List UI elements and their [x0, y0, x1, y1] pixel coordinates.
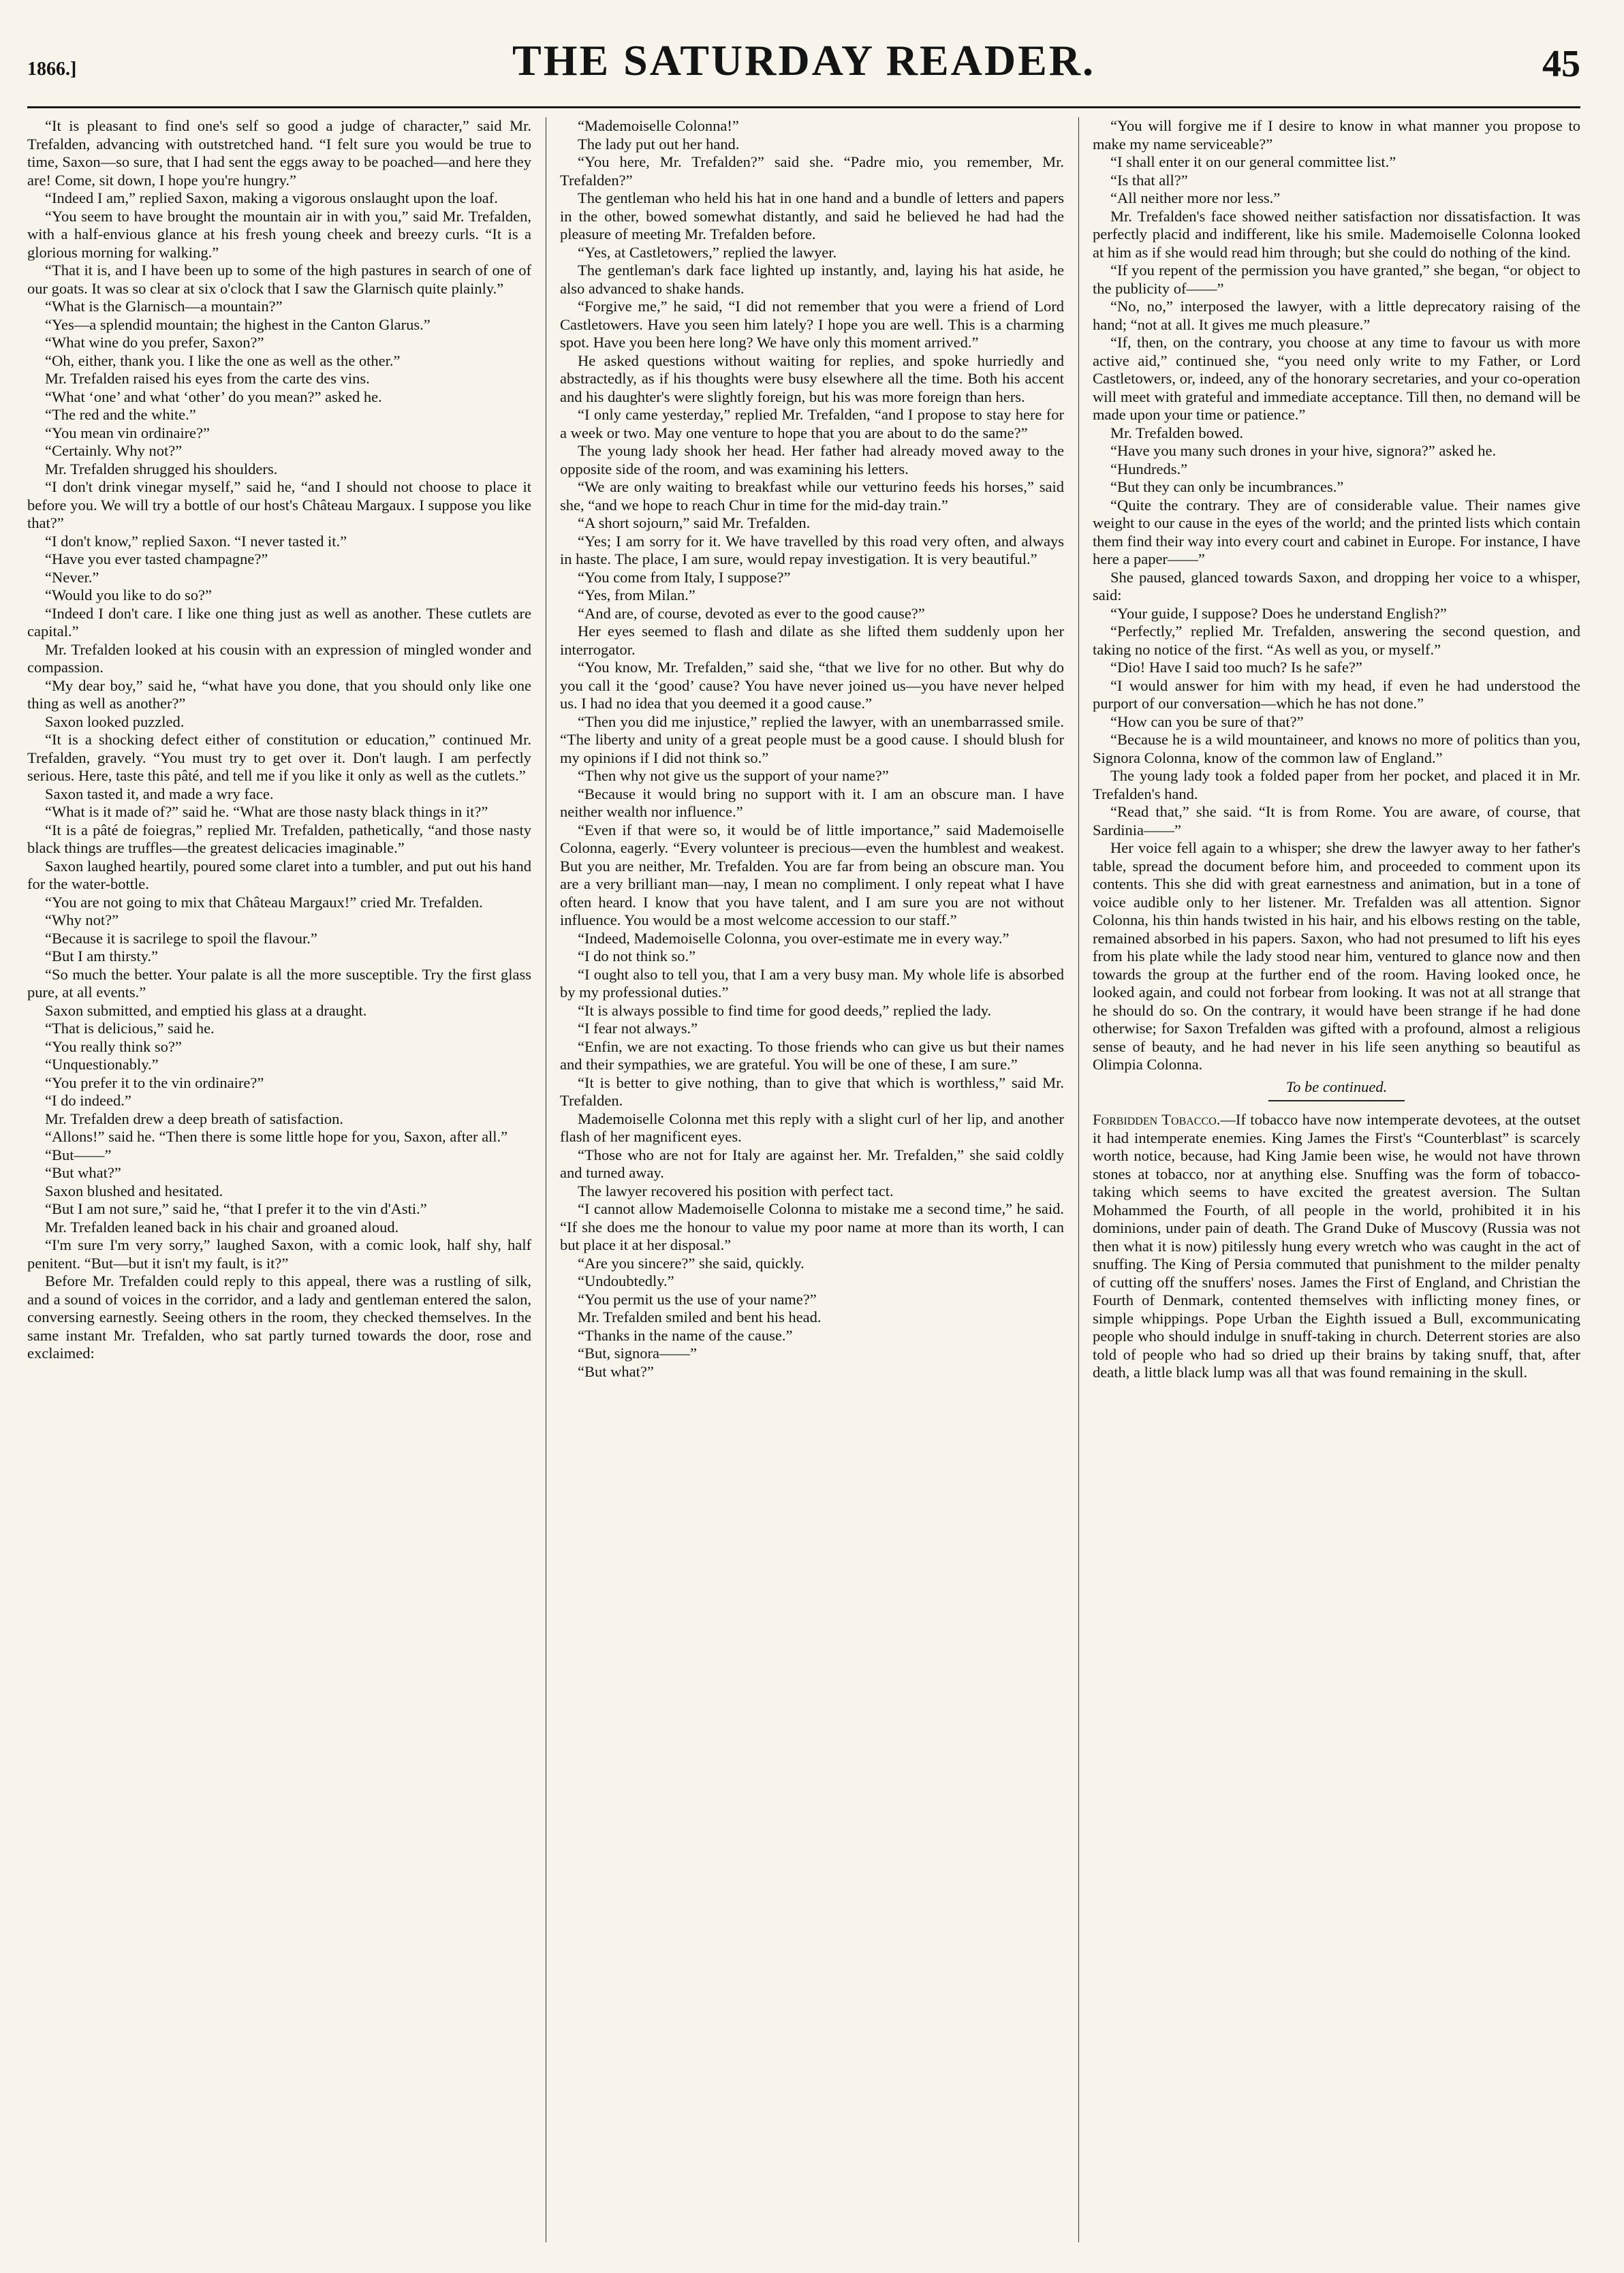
- paragraph: “Certainly. Why not?”: [45, 442, 183, 459]
- paragraph: “I don't know,” replied Saxon. “I never tasted it.”: [45, 532, 347, 550]
- paragraph: “You are not going to mix that Château Margaux!” cried Mr. Trefalden.: [45, 893, 483, 911]
- paragraph: “Even if that were so, it would be of little importance,” said Mademoiselle Colonna, eagerly. “Every volunteer is precious—even the humblest and weakest. But you are neither, Mr. Trefalden. You are far from being an obscure man. You are a very brilliant man—nay, I mean no compliment. I only repeat what I have often heard. I know that you have talent, and I am sure you are not without influence. You would be a most welcome accession to our staff.”: [560, 821, 1064, 928]
- paragraph: Mademoiselle Colonna met this reply with a slight curl of her lip, and another flash of her magnificent eyes.: [560, 1110, 1064, 1145]
- paragraph: “Yes, at Castletowers,” replied the lawyer.: [578, 243, 837, 261]
- paragraph: “But I am thirsty.”: [45, 947, 159, 965]
- paragraph: Mr. Trefalden raised his eyes from the carte des vins.: [45, 370, 370, 387]
- paragraph: “It is pleasant to find one's self so good a judge of character,” said Mr. Trefalden, advancing with outstretched hand. “I felt sure you would be true to time, Saxon—so sure, that I had sent the eggs away to be poached—and here they are! Come, sit down, I hope you're hungry.”: [27, 117, 531, 189]
- paragraph: “Perfectly,” replied Mr. Trefalden, answering the second question, and taking no notice of the first. “As well as you, or myself.”: [1093, 623, 1580, 658]
- paragraph: “Then why not give us the support of your name?”: [578, 767, 889, 784]
- paragraph: “You really think so?”: [45, 1037, 182, 1055]
- paragraph: “If, then, on the contrary, you choose at any time to favour us with more active aid,” continued she, “you need only write to my Father, or Lord Castletowers, or, indeed, any of the honorary secretaries, and your co-operation will meet with grateful and immediate acceptance. Till then, no demand will be made upon your time or patience.”: [1093, 334, 1580, 423]
- paragraph: “Read that,” she said. “It is from Rome. You are aware, of course, that Sardinia——”: [1093, 803, 1580, 838]
- paragraph: The gentleman who held his hat in one hand and a bundle of letters and papers in the other, bowed somewhat distantly, and said he believed he had had the pleasure of meeting Mr. Trefalden before.: [560, 189, 1064, 242]
- paragraph: “Hundreds.”: [1110, 460, 1188, 477]
- paragraph: “I fear not always.”: [578, 1020, 698, 1037]
- paragraph: Her voice fell again to a whisper; she drew the lawyer away to her father's table, spread the document before him, and proceeded to comment upon its contents. This she did with great earnestness and animation, but in a tone of voice audible only to her listener. Mr. Trefalden was all attention. Signor Colonna, his thin hands twisted in his hair, and his elbows resting on the table, remained absorbed in his papers. Saxon, who had not presumed to lift his eyes from his plate while the lady stood near him, ventured to glance now and then towards the group at the further end of the room. Having looked once, he looked again, and could not forbear from looking. It was not at all strange that he should do so. On the contrary, it would have been strange if he had done otherwise; for Saxon Trefalden was gifted with a profound, almost a religious sense of beauty, and he had never in his life seen anything so beautiful as Olimpia Colonna.: [1093, 839, 1580, 1073]
- paragraph: “Yes, from Milan.”: [578, 586, 696, 603]
- paragraph: “But——”: [45, 1146, 112, 1163]
- paragraph: “Enfin, we are not exacting. To those friends who can give us but their names and their sympathies, we are grateful. You will be one of these, I am sure.”: [560, 1037, 1064, 1073]
- paragraph: “Yes—a splendid mountain; the highest in the Canton Glarus.”: [45, 315, 431, 333]
- paragraph: “You know, Mr. Trefalden,” said she, “that we live for no other. But why do you call it the ‘good’ cause? You have never joined us—you have never helped us. I had no idea that you deemed it a good cause.”: [560, 659, 1064, 712]
- column-3: [1093, 117, 1580, 2242]
- paragraph: Saxon laughed heartily, poured some claret into a tumbler, and put out his hand for the water-bottle.: [27, 857, 531, 892]
- paragraph: “Have you many such drones in your hive, signora?” asked he.: [1110, 442, 1497, 459]
- issue-year: 1866.]: [27, 59, 77, 80]
- paragraph: “Forgive me,” he said, “I did not remember that you were a friend of Lord Castletowers. Have you seen him lately? I hope you are well. This is a charming spot. Have you been here long? We have only this moment arrived.”: [560, 298, 1064, 351]
- paragraph: “What wine do you prefer, Saxon?”: [45, 334, 264, 351]
- article-forbidden-tobacco: [1093, 1111, 1580, 1382]
- paragraph: Saxon submitted, and emptied his glass at a draught.: [45, 1001, 367, 1019]
- paragraph: “Those who are not for Italy are against her. Mr. Trefalden,” she said coldly and turned away.: [560, 1146, 1064, 1181]
- paragraph: “Then you did me injustice,” replied the lawyer, with an unembarrassed smile. “The liberty and unity of a great people must be a good cause. I should blush for my opinions if I did not think so.”: [560, 712, 1064, 766]
- paragraph: “Oh, either, thank you. I like the one as well as the other.”: [45, 351, 401, 369]
- column-divider: [1078, 117, 1079, 2242]
- paragraph: He asked questions without waiting for replies, and spoke hurriedly and abstractedly, as if his thoughts were busy elsewhere all the time. Both his accent and his daughter's were slightly foreign, but his was more foreign than hers.: [560, 351, 1064, 405]
- paragraph: Saxon looked puzzled.: [45, 712, 185, 730]
- paragraph: “Would you like to do so?”: [45, 586, 213, 603]
- paragraph: “Because he is a wild mountaineer, and knows no more of politics than you, Signora Colonna, know of the common law of England.”: [1093, 731, 1580, 766]
- paragraph: “I do not think so.”: [578, 947, 696, 965]
- paragraph: Mr. Trefalden's face showed neither satisfaction nor dissatisfaction. It was perfectly placid and indifferent, like his smile. Mademoiselle Colonna looked at him as if she would read him through; but she could do nothing of the kind.: [1093, 207, 1580, 261]
- publication-title: THE SATURDAY READER.: [512, 36, 1095, 84]
- paragraph: “Thanks in the name of the cause.”: [578, 1326, 793, 1344]
- paragraph: “Are you sincere?” she said, quickly.: [578, 1254, 805, 1272]
- paragraph: “Indeed, Mademoiselle Colonna, you over-estimate me in every way.”: [578, 929, 1010, 947]
- paragraph: Mr. Trefalden shrugged his shoulders.: [45, 460, 278, 477]
- paragraph: Saxon blushed and hesitated.: [45, 1182, 223, 1200]
- paragraph: “I don't drink vinegar myself,” said he, “and I should not choose to place it before you. We will try a bottle of our host's Château Margaux. I suppose you like that?”: [27, 478, 531, 531]
- paragraph: “You prefer it to the vin ordinaire?”: [45, 1073, 264, 1091]
- paragraph: “I'm sure I'm very sorry,” laughed Saxon, with a comic look, half shy, half penitent. “But—but it isn't my fault, is it?”: [27, 1236, 531, 1272]
- paragraph: The lady put out her hand.: [578, 135, 740, 153]
- masthead: [27, 35, 1580, 101]
- paragraph: Mr. Trefalden leaned back in his chair and groaned aloud.: [45, 1218, 399, 1236]
- paragraph: “I shall enter it on our general committee list.”: [1110, 153, 1396, 170]
- paragraph: Mr. Trefalden smiled and bent his head.: [578, 1308, 822, 1326]
- article-body: —If tobacco have now intemperate devotees, at the outset it had intemperate enemies. King James the First's “Counterblast” is scarcely worth notice, because, had King Jamie been wise, he would not have thrown stones at tobacco, nor at anything else. Snuffing was the form of tobacco-taking which seems to have excited the greatest aversion. The Sultan Mohammed the Fourth, of all people in the world, prohibited it in his dominions, under pain of death. The Grand Duke of Muscovy (Russia was not then what it is now) pitilessly hung every wretch who was caught in the act of snuffing. The King of Persia commuted that punishment to the milder penalty of cutting off the snuffers' noses. James the First of England, and Christian the Fourth of Denmark, contented themselves with inflicting money fines, or simple whippings. Pope Urban the Eighth issued a Bull, excommunicating people who should indulge in snuff-taking in church. Deterrent stories are also told of people who had so dried up their brains by taking snuff, that, after death, a little black lump was all that was found remaining in the skull.: [1093, 1111, 1580, 1381]
- paragraph: Before Mr. Trefalden could reply to this appeal, there was a rustling of silk, and a sound of voices in the corridor, and a lady and gentleman entered the salon, conversing earnestly. Seeing others in the room, they checked themselves. In the same instant Mr. Trefalden, who sat partly turned towards the door, rose and exclaimed:: [27, 1272, 531, 1362]
- paragraph: “I do indeed.”: [45, 1092, 131, 1109]
- to-be-continued: To be continued.: [1285, 1078, 1388, 1095]
- paragraph: “It is always possible to find time for good deeds,” replied the lady.: [578, 1001, 992, 1019]
- column-2: [560, 117, 1064, 2242]
- article-heading: Forbidden Tobacco.: [1093, 1111, 1221, 1128]
- paragraph: “All neither more nor less.”: [1110, 189, 1281, 206]
- paragraph: Saxon tasted it, and made a wry face.: [45, 785, 274, 802]
- paragraph: She paused, glanced towards Saxon, and dropping her voice to a whisper, said:: [1093, 568, 1580, 603]
- paragraph: “A short sojourn,” said Mr. Trefalden.: [578, 514, 811, 531]
- paragraph: “That is delicious,” said he.: [45, 1020, 215, 1037]
- paragraph: “Have you ever tasted champagne?”: [45, 550, 268, 567]
- paragraph: “Unquestionably.”: [45, 1056, 159, 1073]
- paragraph: The young lady took a folded paper from her pocket, and placed it in Mr. Trefalden's hand.: [1093, 767, 1580, 802]
- paragraph: “You come from Italy, I suppose?”: [578, 568, 791, 586]
- paragraph: “You mean vin ordinaire?”: [45, 424, 210, 441]
- column-1: [27, 117, 531, 2242]
- paragraph: “You here, Mr. Trefalden?” said she. “Padre mio, you remember, Mr. Trefalden?”: [560, 153, 1064, 189]
- paragraph: Mr. Trefalden bowed.: [1110, 424, 1243, 441]
- header-rule: [27, 106, 1580, 108]
- paragraph: “So much the better. Your palate is all the more susceptible. Try the first glass pure, at all events.”: [27, 965, 531, 1001]
- paragraph: “Why not?”: [45, 911, 119, 928]
- paragraph: “Quite the contrary. They are of considerable value. Their names give weight to our cause in the eyes of the world; and the printed lists which contain them find their way into every court and cabinet in Europe. For instance, I have here a paper——”: [1093, 496, 1580, 567]
- paragraph: The gentleman's dark face lighted up instantly, and, laying his hat aside, he also advanced to shake hands.: [560, 262, 1064, 297]
- paragraph: “Allons!” said he. “Then there is some little hope for you, Saxon, after all.”: [45, 1128, 508, 1145]
- paragraph: “Dio! Have I said too much? Is he safe?”: [1110, 659, 1362, 676]
- paragraph: Her eyes seemed to flash and dilate as she lifted them suddenly upon her interrogator.: [560, 623, 1064, 658]
- paragraph: Mr. Trefalden looked at his cousin with an expression of mingled wonder and compassion.: [27, 640, 531, 676]
- paragraph: “Mademoiselle Colonna!”: [578, 117, 739, 134]
- paragraph: “Your guide, I suppose? Does he understand English?”: [1110, 604, 1447, 622]
- paragraph: “You seem to have brought the mountain air in with you,” said Mr. Trefalden, with a half-envious glance at his fresh young cheek and breezy curls. “It is a glorious morning for walking.”: [27, 207, 531, 261]
- paragraph: “Because it is sacrilege to spoil the flavour.”: [45, 929, 317, 947]
- paragraph: “The red and the white.”: [45, 406, 196, 423]
- paragraph: “Because it would bring no support with it. I am an obscure man. I have neither wealth nor influence.”: [560, 785, 1064, 820]
- paragraph: “Indeed I don't care. I like one thing just as well as another. These cutlets are capital.”: [27, 604, 531, 640]
- paragraph: The lawyer recovered his position with perfect tact.: [578, 1182, 894, 1200]
- paragraph: “Indeed I am,” replied Saxon, making a vigorous onslaught upon the loaf.: [45, 189, 498, 206]
- paragraph: “Is that all?”: [1110, 171, 1188, 189]
- paragraph: “But I am not sure,” said he, “that I prefer it to the vin d'Asti.”: [45, 1200, 427, 1217]
- paragraph: “What is it made of?” said he. “What are those nasty black things in it?”: [45, 803, 488, 820]
- section-rule: [1268, 1100, 1405, 1101]
- paragraph: “We are only waiting to breakfast while our vetturino feeds his horses,” said she, “and we hope to reach Chur in time for the mid-day train.”: [560, 478, 1064, 514]
- story-continuation: [1093, 117, 1580, 1074]
- paragraph: “What ‘one’ and what ‘other’ do you mean?” asked he.: [45, 388, 382, 405]
- paragraph: “That it is, and I have been up to some of the high pastures in search of one of our goats. It was so clear at six o'clock that I saw the Glarnisch quite plainly.”: [27, 262, 531, 297]
- page-number: 45: [1542, 43, 1580, 85]
- paragraph: “But, signora——”: [578, 1345, 697, 1362]
- paragraph: “Yes; I am sorry for it. We have travelled by this road very often, and always in haste. The place, I am sure, would repay investigation. It is very beautiful.”: [560, 532, 1064, 567]
- paragraph: “But they can only be incumbrances.”: [1110, 478, 1344, 495]
- paragraph: “How can you be sure of that?”: [1110, 712, 1304, 730]
- paragraph: “My dear boy,” said he, “what have you done, that you should only like one thing as well as another?”: [27, 676, 531, 712]
- paragraph: “It is a shocking defect either of constitution or education,” continued Mr. Trefalden, gravely. “You must try to get over it. Don't laugh. I am perfectly serious. Here, taste this pâté, and tell me if you like it only as well as the cutlets.”: [27, 731, 531, 784]
- paragraph: “It is a pâté de foiegras,” replied Mr. Trefalden, pathetically, “and those nasty black things are truffles—the greatest delicacies imaginable.”: [27, 821, 531, 856]
- paragraph: “I cannot allow Mademoiselle Colonna to mistake me a second time,” he said. “If she does me the honour to value my poor name at more than its worth, I can but place it at her disposal.”: [560, 1200, 1064, 1253]
- paragraph: “But what?”: [45, 1164, 121, 1181]
- paragraph: “No, no,” interposed the lawyer, with a little deprecatory raising of the hand; “not at all. It gives me much pleasure.”: [1093, 298, 1580, 333]
- paragraph: “It is better to give nothing, than to give that which is worthless,” said Mr. Trefalden.: [560, 1073, 1064, 1109]
- paragraph: “Undoubtedly.”: [578, 1272, 674, 1289]
- paragraph: “I only came yesterday,” replied Mr. Trefalden, “and I propose to stay here for a week or two. May one venture to hope that you are about to do the same?”: [560, 406, 1064, 441]
- paragraph: “You permit us the use of your name?”: [578, 1290, 817, 1308]
- paragraph: “I would answer for him with my head, if even he had understood the purport of our conversation—which he has not done.”: [1093, 676, 1580, 712]
- paragraph: “And are, of course, devoted as ever to the good cause?”: [578, 604, 925, 622]
- paragraph: “Never.”: [45, 568, 99, 586]
- paragraph: “If you repent of the permission you have granted,” she began, “or object to the publicity of——”: [1093, 262, 1580, 297]
- paragraph: “What is the Glarnisch—a mountain?”: [45, 298, 283, 315]
- paragraph: “But what?”: [578, 1362, 654, 1380]
- paragraph: “I ought also to tell you, that I am a very busy man. My whole life is absorbed by my professional duties.”: [560, 965, 1064, 1001]
- paragraph: The young lady shook her head. Her father had already moved away to the opposite side of the room, and was examining his letters.: [560, 442, 1064, 477]
- paragraph: “You will forgive me if I desire to know in what manner you propose to make my name serviceable?”: [1093, 117, 1580, 153]
- paragraph: Mr. Trefalden drew a deep breath of satisfaction.: [45, 1110, 343, 1127]
